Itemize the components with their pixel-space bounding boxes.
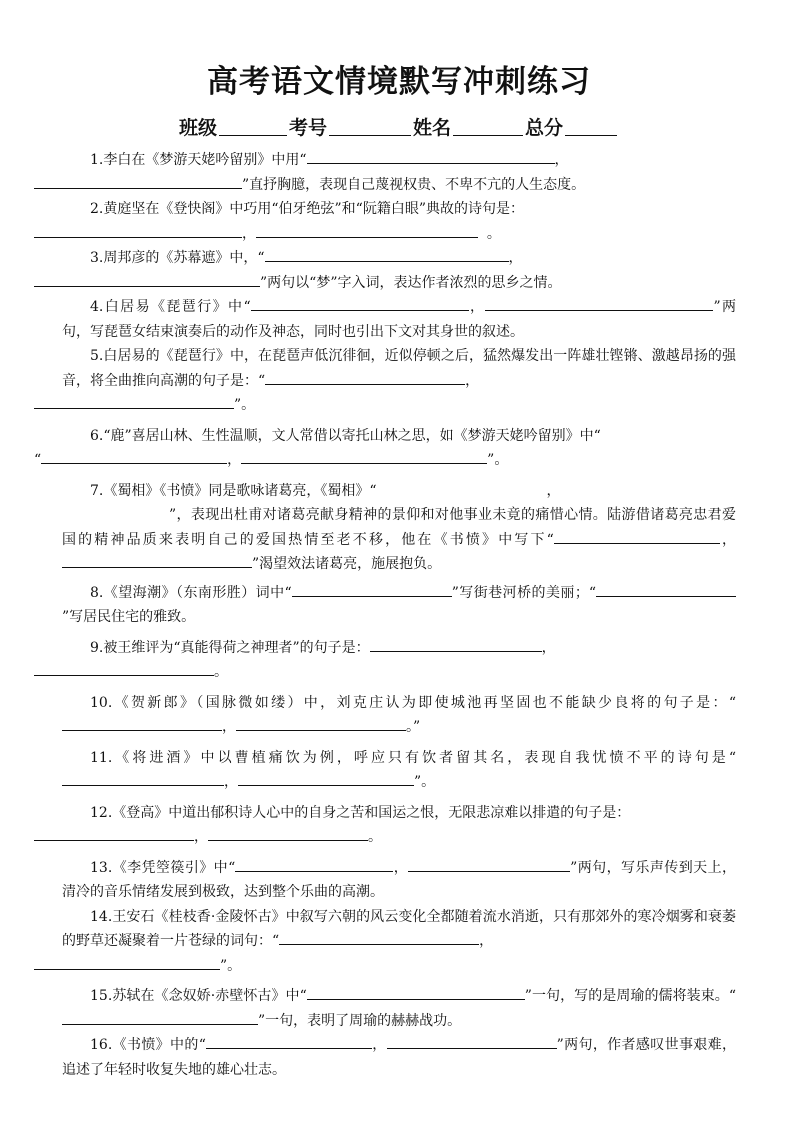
question-text: 9.被王维评为“真能得荷之神理者”的句子是：: [90, 639, 370, 656]
question-11: [62, 746, 736, 795]
answer-blank[interactable]: [370, 637, 542, 652]
question-text: 4.白居易《琵琶行》中“: [90, 299, 251, 315]
question-text: 11.《将进酒》中以曹植痛饮为例，呼应只有饮者留其名，表现自我忧愤不平的诗句是“: [90, 749, 736, 766]
question-5: [62, 344, 736, 418]
question-text: ”渴望效法诸葛亮，施展抱负。: [252, 556, 442, 572]
answer-blank[interactable]: [554, 529, 720, 544]
answer-blank[interactable]: [62, 771, 224, 786]
question-text: ”。: [234, 397, 256, 413]
answer-blank[interactable]: [241, 449, 487, 464]
question-13: [62, 856, 736, 905]
question-text: 13.《李凭箜篌引》中“: [90, 859, 236, 876]
question-9: [62, 636, 736, 685]
question-text: ，: [194, 829, 208, 845]
answer-blank[interactable]: [34, 955, 220, 970]
answer-blank[interactable]: [34, 223, 242, 238]
question-text: 7.《蜀相》《书愤》同是歌咏诸葛亮，《蜀相》“: [90, 482, 377, 499]
question-1: [62, 148, 736, 197]
question-text: 16.《书愤》中的“: [90, 1037, 206, 1053]
name-label: 姓名: [413, 117, 452, 139]
question-text: 15.苏轼在《念奴娇·赤壁怀古》中“: [90, 988, 307, 1004]
answer-blank[interactable]: [265, 247, 509, 262]
question-text: ”两句，作者感叹世事艰难，追述了年轻时收复失地的雄心壮志。: [62, 1037, 736, 1078]
question-text: 。: [486, 225, 501, 242]
answer-blank[interactable]: [235, 857, 393, 872]
question-text: ，: [554, 152, 569, 168]
question-text: 。: [214, 664, 228, 680]
answer-blank[interactable]: [485, 296, 713, 311]
question-text: ，: [371, 1037, 387, 1053]
question-text: ”一句，写的是周瑜的儒将装束。“: [524, 988, 736, 1004]
question-text: ，: [541, 639, 556, 656]
answer-blank[interactable]: [41, 449, 227, 464]
question-text: ”直抒胸臆，表现自己蔑视权贵、不卑不亢的人生态度。: [242, 176, 586, 193]
class-blank[interactable]: [219, 134, 287, 136]
answer-blank[interactable]: [238, 771, 414, 786]
question-text: ”，表现出杜甫对诸葛亮献身精神的景仰和对他事业未竟的痛惜心情。陆游借诸葛亮忠君爱国的精神品质来表明自己的爱国热情至老不移，他在《书愤》中写下“: [62, 507, 736, 548]
question-10: [62, 691, 736, 740]
question-text: ”。: [414, 774, 436, 790]
question-text: ，: [242, 225, 256, 242]
question-text: ”两句，写乐声传到天上，清冷的音乐情绪发展到极致，达到整个乐曲的高潮。: [62, 859, 737, 900]
question-text: 。”: [406, 719, 421, 735]
question-text: 1.李白在《梦游天姥吟留别》中用“: [90, 152, 307, 168]
question-7: [62, 479, 736, 577]
answer-blank[interactable]: [62, 1010, 258, 1025]
question-text: ，: [465, 372, 480, 389]
answer-blank[interactable]: [279, 930, 479, 945]
answer-blank[interactable]: [265, 370, 465, 385]
page-title: 高考语文情境默写冲刺练习: [207, 64, 591, 100]
question-text: ”写居民住宅的雅致。: [62, 609, 196, 625]
question-12: [62, 801, 736, 850]
answer-blank[interactable]: [62, 553, 252, 568]
question-text: ，: [719, 531, 736, 548]
answer-blank[interactable]: [387, 1034, 557, 1049]
answer-blank[interactable]: [206, 1034, 372, 1049]
question-text: ，: [224, 774, 238, 790]
question-6: 6.“鹿”喜居山林、生性温顺，文人常借以寄托山林之思，如《梦游天姥吟留别》中“ “ ， ”。: [34, 427, 601, 468]
question-text: ，: [222, 719, 236, 735]
answer-blank[interactable]: [307, 149, 555, 164]
question-text: 5.白居易的《琵琶行》中，在琵琶声低沉徘徊，近似停顿之后，猛然爆发出一阵雄壮铿锵、激越昂扬的强音，将全曲推向高潮的句子是：“: [62, 348, 736, 389]
exam-no-label: 考号: [288, 117, 327, 139]
answer-blank[interactable]: [62, 716, 222, 731]
question-16: [62, 1033, 736, 1082]
question-text: 10.《贺新郎》（国脉微如缕）中，刘克庄认为即使城池再坚固也不能缺少良将的句子是：“: [90, 694, 736, 711]
question-15: [62, 984, 736, 1033]
answer-blank[interactable]: [596, 582, 736, 597]
student-info-row: [62, 113, 736, 140]
answer-blank[interactable]: [208, 826, 368, 841]
name-blank[interactable]: [453, 134, 523, 136]
question-text: 14.王安石《桂枝香·金陵怀古》中叙写六朝的风云变化全都随着流水消逝，只有那郊外的寒冷烟雾和衰萎的野草还凝聚着一片苍绿的词句：“: [62, 908, 736, 949]
answer-blank[interactable]: [34, 174, 242, 189]
answer-blank[interactable]: [408, 857, 570, 872]
answer-blank[interactable]: [377, 481, 547, 495]
question-text: ”写街巷河桥的美丽；“: [451, 584, 596, 601]
question-2: [62, 197, 736, 246]
question-8: [62, 581, 736, 630]
answer-blank[interactable]: [34, 661, 214, 676]
question-text: ，: [508, 250, 523, 266]
question-text: 2.黄庭坚在《登快阁》中巧用“伯牙绝弦”和“阮籍白眼”典故的诗句是：: [90, 201, 524, 217]
question-text: ”一句，表明了周瑜的赫赫战功。: [258, 1012, 462, 1029]
question-text: ”。: [220, 957, 242, 974]
answer-blank[interactable]: [292, 582, 452, 597]
question-text: ”两句以“梦”字入词，表达作者浓烈的思乡之情。: [260, 274, 562, 291]
question-text: ”两句，写琵琶女结束演奏后的动作及神态，同时也引出下文对其身世的叙述。: [62, 299, 737, 340]
question-text: ，: [479, 933, 494, 949]
question-4: [62, 295, 736, 344]
answer-blank[interactable]: [34, 826, 194, 841]
question-text: 。: [368, 829, 382, 845]
question-text: ，: [546, 482, 561, 499]
question-3: [62, 246, 736, 295]
question-text: 8.《望海潮》（东南形胜）词中“: [90, 584, 292, 601]
score-label: 总分: [525, 117, 564, 139]
question-text: 12.《登高》中道出郁积诗人心中的自身之苦和国运之恨，无限悲凉难以排遣的句子是：: [90, 804, 631, 821]
exam-no-blank[interactable]: [329, 134, 411, 136]
question-14: [62, 905, 736, 979]
score-blank[interactable]: [565, 134, 617, 136]
answer-blank[interactable]: [251, 296, 469, 311]
answer-blank[interactable]: [256, 223, 478, 238]
answer-blank[interactable]: [307, 985, 525, 1000]
question-text: 3.周邦彦的《苏幕遮》中，“: [90, 250, 265, 266]
question-text: 6.“鹿”喜居山林、生性温顺，文人常借以寄托山林之思，如《梦游天姥吟留别》中“: [90, 427, 601, 444]
answer-blank[interactable]: [34, 394, 234, 409]
answer-blank[interactable]: [34, 272, 260, 287]
answer-blank[interactable]: [34, 505, 169, 519]
answer-blank[interactable]: [236, 716, 406, 731]
question-text: ，: [393, 859, 409, 876]
question-text: ，: [468, 299, 486, 315]
class-label: 班级: [178, 117, 217, 139]
